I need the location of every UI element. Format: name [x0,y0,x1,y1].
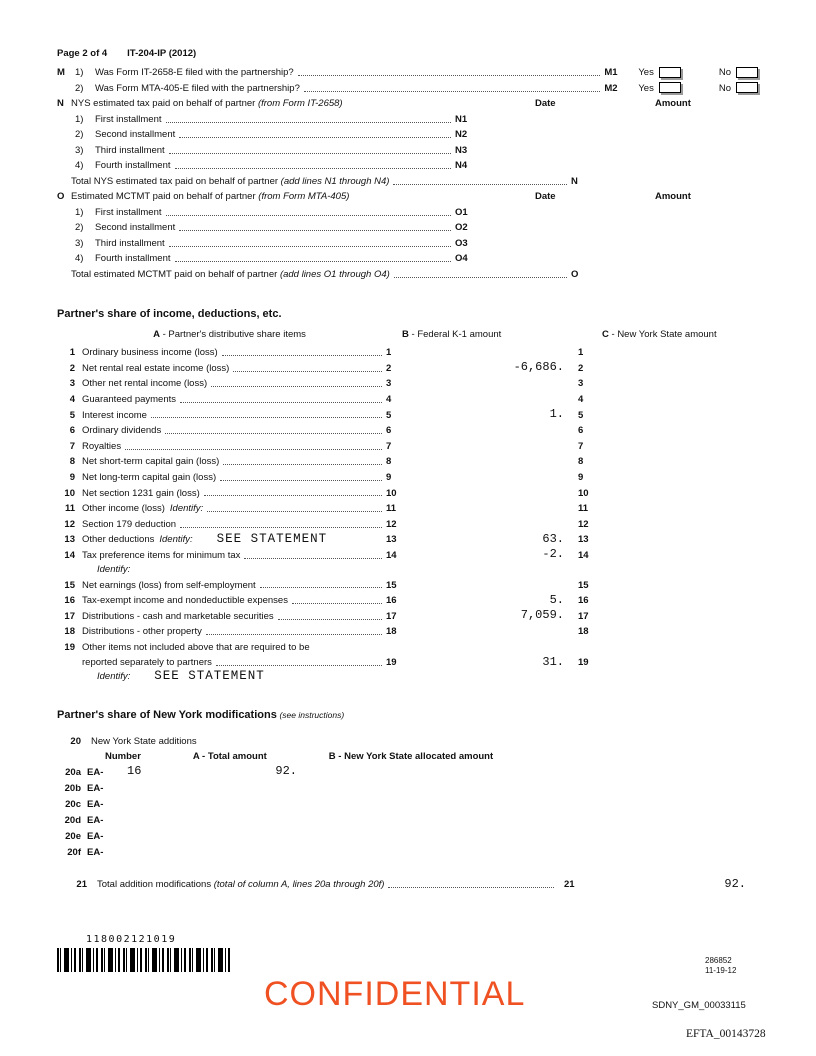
yes-label: Yes [638,82,654,94]
dotted-leader [244,558,382,559]
amount-column-header: Amount [655,98,691,110]
row-id: 20a [65,766,81,778]
row-number: 12 [64,518,75,530]
m1-yes-checkbox[interactable] [659,67,681,78]
line-number-c: 11 [578,503,589,515]
line-code-m1: M1 [604,67,618,79]
column-b-header: B - Federal K-1 amount [402,328,502,340]
n2-row [57,125,475,141]
line-number: 15 [386,579,397,591]
line-number-c: 4 [578,393,584,405]
row-20b [57,778,760,794]
line-code-o: O [571,268,579,280]
federal-k1-amount: 31. [542,654,564,669]
table-row-14-identify [57,561,760,575]
dotted-leader [169,153,451,154]
row-number: 15 [64,579,75,591]
row-id: 20e [65,830,81,842]
line-20-row [57,732,760,748]
row-id: 20d [64,814,81,826]
m2-yes-checkbox[interactable] [659,82,681,93]
dotted-leader [180,527,382,528]
table-row-19-line2 [57,653,760,669]
table-row-4 [57,390,760,406]
line-number: 8 [386,456,392,468]
installment-number: 3) [75,144,84,156]
row-label: Tax-exempt income and nondeductible expenses [82,595,288,607]
installment-number: 3) [75,237,84,249]
dotted-leader [151,417,382,418]
dotted-leader [165,433,382,434]
installment-label: Fourth installment [95,253,171,265]
installment-label: Third installment [95,237,165,249]
row-number: 4 [69,393,75,405]
o-total-row [57,265,591,281]
line-number: 12 [386,518,397,530]
row-number: 19 [64,641,75,653]
o4-row [57,249,475,265]
table-row-13 [57,530,760,546]
o1-row [57,203,475,219]
line-code-o3: O3 [455,237,468,249]
row-label: Distributions - other property [82,626,202,638]
form-id-label: IT-204-IP (2012) [127,48,197,59]
table-row-6 [57,421,760,437]
line-number-c: 8 [578,456,584,468]
line-number-c: 13 [578,534,589,546]
table-row-9 [57,468,760,484]
n1-row [57,110,475,126]
row-label: Ordinary business income (loss) [82,347,218,359]
table-row-18 [57,622,760,638]
dotted-leader [298,75,601,76]
row-number: 7 [69,440,75,452]
section-o-letter: O [57,191,65,203]
line-number: 2 [386,362,392,374]
line-number: 17 [386,610,397,622]
line-number-c: 3 [578,378,584,390]
row-number: 21 [76,879,87,891]
table-row-12 [57,515,760,531]
see-statement-value: SEE STATEMENT [216,531,328,546]
federal-k1-amount: -2. [542,547,564,562]
line-number-c: 14 [578,549,589,561]
installment-number: 2) [75,222,84,234]
modification-number: 16 [127,764,142,779]
section-n-letter: N [57,98,64,110]
ea-prefix: EA- [87,782,104,794]
n4-row [57,156,475,172]
line-number-c: 7 [578,440,584,452]
table-row-15 [57,575,760,591]
line-code-o4: O4 [455,253,468,265]
total-amount: 92. [275,764,297,779]
line-number: 16 [386,595,397,607]
row-20c [57,794,760,810]
line-number-c: 10 [578,487,589,499]
federal-k1-amount: 7,059. [520,608,564,623]
line-number: 3 [386,378,392,390]
dotted-leader [393,184,567,185]
dotted-leader [211,386,382,387]
question-m2-row [57,79,760,95]
row-label: Other income (loss) [82,503,165,515]
document-id: SDNY_GM_00033115 [652,1000,746,1011]
row-label: Interest income [82,409,147,421]
ea-prefix: EA- [87,766,104,778]
confidential-text: CONFIDENTIAL [264,975,526,1013]
page-header [57,48,760,61]
row-label: Tax preference items for minimum tax [82,549,241,561]
row-label: Section 179 deduction [82,518,177,530]
row-20e [57,826,760,842]
identify-label: Identify: [97,671,131,683]
income-section-title: Partner's share of income, deductions, etc. [57,308,282,320]
dotted-leader [175,261,451,262]
row-label: Other net rental income (loss) [82,378,208,390]
line-number: 9 [386,471,392,483]
row-number: 18 [64,626,75,638]
installment-label: Third installment [95,144,165,156]
row-number: 9 [69,471,75,483]
modifications-section-title: Partner's share of New York modifications (see instructions) [57,708,345,721]
installment-label: First installment [95,113,162,125]
row-label: Net short-term capital gain (loss) [82,456,220,468]
row-number: 16 [64,595,75,607]
line-21-row [57,875,760,891]
installment-label: Second installment [95,222,176,234]
ea-prefix: EA- [87,798,104,810]
m1-no-checkbox[interactable] [736,67,758,78]
print-code-date: 11-19-12 [705,965,737,975]
line-code-n1: N1 [455,113,468,125]
line-number-c: 5 [578,409,584,421]
see-statement-value: SEE STATEMENT [154,668,265,683]
line-number: 10 [386,487,397,499]
row-label: Net earnings (loss) from self-employment [82,579,256,591]
line-number-c: 18 [578,626,589,638]
dotted-leader [166,122,451,123]
line-number: 18 [386,626,397,638]
table-row-17 [57,607,760,623]
row-number: 13 [64,534,75,546]
dotted-leader [180,402,382,403]
dotted-leader [179,137,451,138]
line-code-n2: N2 [455,129,468,141]
m2-no-checkbox[interactable] [736,82,758,93]
dotted-leader [278,619,382,620]
table-row-14 [57,546,760,562]
number-column-header: Number [105,750,141,762]
row-label-continued: reported separately to partners [82,657,212,669]
ea-prefix: EA- [87,846,104,858]
o2-row [57,218,475,234]
line-number: 21 [564,879,575,891]
table-row-5 [57,405,760,421]
installment-label: Second installment [95,129,176,141]
line-code-m2: M2 [604,82,618,94]
federal-k1-amount: 63. [542,531,564,546]
line-number: 1 [386,347,392,359]
total-addition-amount: 92. [724,876,746,891]
total-label: Total NYS estimated tax paid on behalf of partner (add lines N1 through N4) [71,175,390,187]
section-o-title: Estimated MCTMT paid on behalf of partner (from Form MTA-405) [71,191,350,203]
dotted-leader [220,480,382,481]
dotted-leader [394,277,567,278]
federal-k1-amount: 1. [549,406,564,421]
identify-label: Identify: [97,563,131,575]
line-number-c: 2 [578,362,584,374]
dotted-leader [260,587,382,588]
line-code-o2: O2 [455,222,468,234]
no-label: No [718,82,731,94]
dotted-leader [233,371,382,372]
row-number: 17 [64,610,75,622]
row-label: Guaranteed payments [82,393,177,405]
modifications-table-header [57,747,760,762]
row-label: Net long-term capital gain (loss) [82,471,217,483]
line-number: 5 [386,409,392,421]
row-number: 14 [64,549,75,561]
dotted-leader [179,230,451,231]
row-number: 1 [69,347,75,359]
line-number: 13 [386,534,397,546]
barcode [57,948,233,972]
row-20a [57,762,760,778]
ea-prefix: EA- [87,830,104,842]
line-number-c: 15 [578,579,589,591]
row-number: 2 [69,362,75,374]
n-total-row [57,172,591,188]
row-label: New York State additions [91,735,197,747]
table-row-1 [57,343,760,359]
barcode-number: 118002121019 [86,934,177,945]
row-label: Ordinary dividends [82,425,162,437]
line-code-o1: O1 [455,206,468,218]
total-label: Total estimated MCTMT paid on behalf of partner (add lines O1 through O4) [71,268,390,280]
table-row-10 [57,483,760,499]
line-code-n: N [571,175,578,187]
dotted-leader [304,91,600,92]
dotted-leader [206,634,382,635]
print-code-number: 286852 [705,956,732,965]
dotted-leader [169,246,451,247]
question-m1-row [57,63,760,79]
identify-label: Identify: [159,534,193,546]
row-number: 6 [69,425,75,437]
line-number-c: 19 [578,657,589,669]
installment-number: 2) [75,129,84,141]
table-row-16 [57,591,760,607]
dotted-leader [175,168,451,169]
total-amount-column-header: A - Total amount [192,750,267,762]
federal-k1-amount: -6,686. [513,360,564,375]
line-number: 19 [386,657,397,669]
table-row-2 [57,359,760,375]
section-m-letter: M [57,67,65,79]
line-code-n4: N4 [455,160,468,172]
dotted-leader [292,603,382,604]
line-number-c: 12 [578,518,589,530]
question-text: Was Form MTA-405-E filed with the partnership? [95,82,300,94]
dotted-leader [216,665,382,666]
line-number: 7 [386,440,392,452]
allocated-amount-column-header: B - New York State allocated amount [328,750,494,762]
table-row-19-line1 [57,638,760,654]
no-label: No [718,67,731,79]
installment-label: Fourth installment [95,160,171,172]
column-c-header: C - New York State amount [602,328,717,340]
dotted-leader [388,887,554,888]
installment-number: 1) [75,206,84,218]
line-number: 14 [386,549,397,561]
row-20f [57,842,760,858]
dotted-leader [223,464,382,465]
row-number: 3 [69,378,75,390]
row-label: Royalties [82,440,122,452]
row-20d [57,810,760,826]
line-number: 4 [386,393,392,405]
federal-k1-amount: 5. [549,592,564,607]
dotted-leader [204,495,382,496]
row-id: 20b [64,782,81,794]
question-number: 2) [75,82,84,94]
row-label: Distributions - cash and marketable securities [82,610,274,622]
row-number: 5 [69,409,75,421]
table-row-19-identify [57,669,760,683]
yes-label: Yes [638,67,654,79]
row-label: Net section 1231 gain (loss) [82,487,200,499]
row-number: 10 [64,487,75,499]
installment-label: First installment [95,206,162,218]
row-label: Net rental real estate income (loss) [82,362,230,374]
table-row-8 [57,452,760,468]
section-n-header [57,94,760,110]
row-number: 11 [64,503,75,515]
row-number: 8 [69,456,75,468]
line-number: 6 [386,425,392,437]
identify-label: Identify: [169,503,204,515]
dotted-leader [222,355,382,356]
o3-row [57,234,475,250]
table-row-3 [57,374,760,390]
question-text: Was Form IT-2658-E filed with the partnership? [95,67,294,79]
date-column-header: Date [535,191,556,203]
table-row-11 [57,499,760,515]
column-a-header: A - Partner's distributive share items [153,328,306,340]
line-number: 11 [386,503,397,515]
line-number-c: 9 [578,471,584,483]
line-number-c: 16 [578,595,589,607]
row-label: Other deductions [82,534,155,546]
table-row-7 [57,437,760,453]
line-number-c: 1 [578,347,584,359]
row-id: 20c [65,798,81,810]
dotted-leader [207,511,382,512]
income-table-header [57,324,760,340]
row-label: Total addition modifications (total of column A, lines 20a through 20f) [97,879,385,891]
installment-number: 4) [75,253,84,265]
installment-number: 1) [75,113,84,125]
bates-number: EFTA_00143728 [686,1028,766,1040]
amount-column-header: Amount [655,191,691,203]
ea-prefix: EA- [87,814,104,826]
installment-number: 4) [75,160,84,172]
line-number-c: 17 [578,610,589,622]
dotted-leader [125,449,382,450]
row-id: 20f [67,846,81,858]
dotted-leader [166,215,451,216]
row-number: 20 [70,735,81,747]
date-column-header: Date [535,98,556,110]
n3-row [57,141,475,157]
question-number: 1) [75,67,84,79]
line-number-c: 6 [578,425,584,437]
line-code-n3: N3 [455,144,468,156]
row-label: Other items not included above that are required to be [82,641,310,653]
section-n-title: NYS estimated tax paid on behalf of partner (from Form IT-2658) [71,98,343,110]
section-o-header [57,187,760,203]
print-code [705,956,736,975]
page-number-label: Page 2 of 4 [57,48,108,59]
